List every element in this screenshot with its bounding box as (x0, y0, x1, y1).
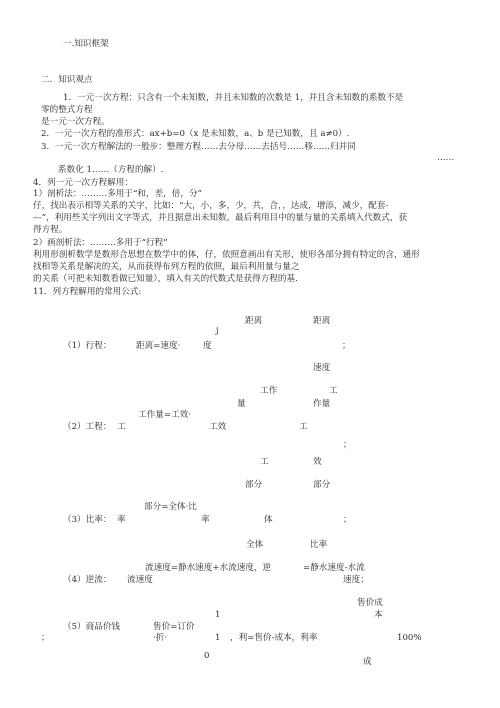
f1-semicolon: ； (342, 341, 351, 351)
f3-bufen-1: 部分 (245, 480, 263, 490)
f5-zero: 0 (204, 651, 210, 661)
f3-bufen-2: 部分 (313, 480, 331, 490)
f2-gongxiao: 工效 (209, 422, 227, 432)
paragraph-3: 3．一元一次方程解法的一般步：整理方程……去分母……去括号……移……归并同 (41, 142, 356, 152)
f5-cheng: 成 (363, 657, 372, 667)
f2-gong-a: 工 (117, 422, 126, 432)
f3-quanti: 全体 (246, 540, 264, 550)
paragraph-2: 2．一元一次方程的准形式：ax+b=0（x 是未知数，a、b 是已知数，且 a≠0）. (41, 129, 350, 139)
paragraph-1-line2: 零的整式方程 (41, 105, 93, 115)
f1-du: 度 (203, 341, 212, 351)
f4-equation-1: 流速度=静水速度+水流速度，逆 (145, 563, 272, 573)
f5-semicolon-left: ； (41, 633, 50, 643)
paragraph-3-cont: 系数化 1……（方程的解）. (58, 165, 164, 175)
f1-bottom-speed: 速度 (313, 363, 331, 373)
paragraph-4-1a: 仔，找出表示相等关系的关字，比如：“大，小，多，少，共，合，，达成，增添，减少，配套- (33, 201, 389, 211)
f5-one-2: 1 (215, 633, 221, 643)
paragraph-4-2b: 找相等关系是解决的关，从而获得布列方程的依照，最后利用量与量之 (33, 262, 300, 272)
paragraph-4-1c: 得方程。 (33, 225, 68, 235)
f3-label: （3）比率： (63, 515, 112, 525)
f1-equation: 距离=速度· (136, 341, 181, 351)
f2-zuoliang: 作量 (313, 399, 331, 409)
f2-gongzuo: 工作 (260, 386, 278, 396)
f2-gong-c: 工 (260, 457, 269, 467)
paragraph-4-2: 2）画剖析法：………多用于“行程” (33, 238, 168, 248)
f4-equation-2: =静水速度-水流 (303, 563, 365, 573)
f2-xiao: 效 (313, 457, 322, 467)
paragraph-3-dots: …… (437, 153, 455, 163)
paragraph-1-line3: 是一元一次方程。 (41, 117, 110, 127)
heading-framework: 一.知识框架 (63, 39, 109, 49)
f2-label: （2）工程： (63, 422, 112, 432)
f1-j: j (216, 326, 219, 335)
paragraph-4-2c: 的关系（可把未知数看做已知量），填入有关的代数式是获得方程的基. (33, 274, 298, 284)
f2-semicolon: ； (343, 440, 352, 450)
f4-sudu: 速度； (343, 575, 369, 585)
f4-liu: 流速度 (127, 575, 153, 585)
f3-equation: 部分=全体·比 (144, 502, 197, 512)
f2-liang: 量 (237, 399, 246, 409)
paragraph-4: 4．列一元一次方程解用： (33, 178, 133, 188)
f3-ti: 体 (264, 515, 273, 525)
f3-lv-2: 率 (201, 515, 210, 525)
paragraph-4-2a: 利用形剖析数学是数形合思想在数学中的体，仔，依照意画出有关形，使形各部分拥有特定的含，通形 (33, 250, 420, 260)
f1-top-distance-1: 距离 (245, 316, 263, 326)
f5-equation: 售价=订价 (153, 622, 195, 632)
f5-one-1: 1 (215, 610, 221, 620)
f5-percent: 100% (397, 633, 422, 643)
f2-equation: 工作量=工效· (138, 410, 191, 420)
f5-label: （5）商品价钱 (63, 622, 121, 632)
f2-gong: 工 (329, 386, 338, 396)
f5-zhe: ·折· (153, 633, 168, 643)
heading-knowledge: 二．知识观点 (41, 75, 93, 85)
f5-ben: 本 (374, 610, 383, 620)
f5-profit: ，利=售价-成本，利率 (230, 633, 318, 643)
f5-shoujia: 售价成 (357, 598, 383, 608)
f3-semicolon: ； (343, 515, 352, 525)
paragraph-1-line1: 1．一元一次方程：只含有一个未知数，并且未知数的次数是 1，并且含未知数的系数不是 (63, 93, 404, 103)
f3-bilv: 比率 (310, 540, 328, 550)
f2-gong-b: 工 (299, 422, 308, 432)
paragraph-11: 11．列方程解用的常用公式: (33, 287, 142, 297)
f4-label: （4）逆流： (63, 575, 112, 585)
f3-lv-1: 率 (117, 515, 126, 525)
f1-label: （1）行程： (63, 341, 112, 351)
paragraph-4-1: 1）剖析法：………多用于“和，差，倍，分” (33, 189, 202, 199)
f1-top-distance-2: 距离 (313, 316, 331, 326)
paragraph-4-1b: ---”，利用些关字列出文字等式，并且据意出未知数，最后利用目中的量与量的关系填入代数式，获 (33, 213, 408, 223)
